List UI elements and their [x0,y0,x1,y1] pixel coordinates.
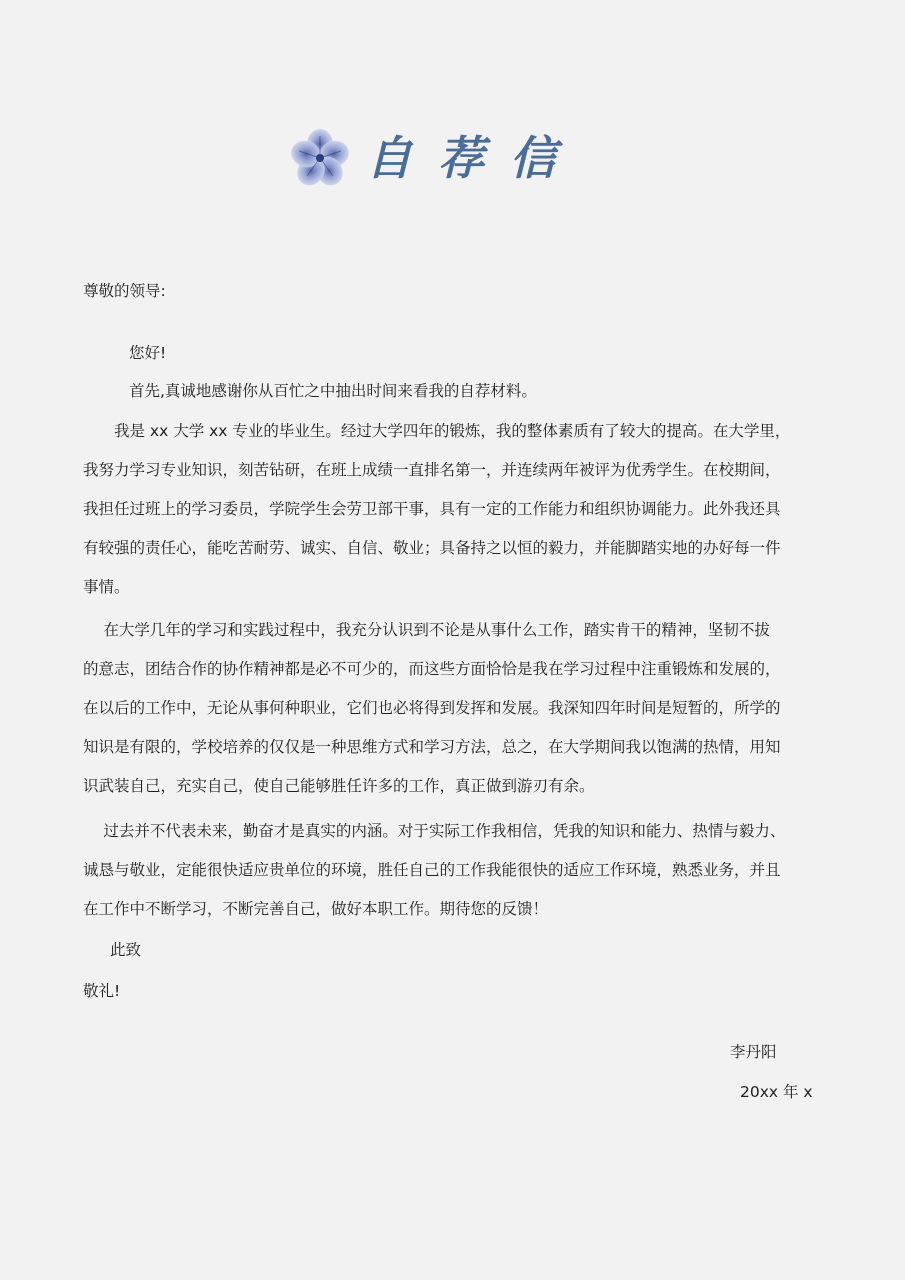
letter-date: 20xx 年 x [740,1083,813,1101]
paragraph-line: 诚恳与敬业，定能很快适应贵单位的环境，胜任自己的工作我能很快的适应工作环境，熟悉业务，并且 [83,861,781,879]
closing: 此致 [110,941,142,959]
flower-icon [288,126,352,190]
paragraph-outlook [83,821,823,938]
regards: 敬礼! [83,982,121,1000]
paragraph-line: 过去并不代表未来，勤奋才是真实的内涵。对于实际工作我相信，凭我的知识和能力、热情与毅力、 [83,822,786,840]
paragraph-line: 的意志，团结合作的协作精神都是必不可少的，而这些方面恰恰是我在学习过程中注重锻炼和发展的， [83,660,781,678]
paragraph-line: 在工作中不断学习，不断完善自己，做好本职工作。期待您的反馈！ [83,900,549,918]
paragraph-line: 我担任过班上的学习委员，学院学生会劳卫部干事，具有一定的工作能力和组织协调能力。此外我还具 [83,500,781,518]
paragraph-line: 我努力学习专业知识，刻苦钻研，在班上成绩一直排名第一，并连续两年被评为优秀学生。在校期间， [83,461,781,479]
letter-title: 自荐信 [366,131,582,185]
paragraph-line: 有较强的责任心，能吃苦耐劳、诚实、自信、敬业；具备持之以恒的毅力，并能脚踏实地的办好每一件 [83,539,781,557]
letter-header [288,118,582,198]
paragraph-education [83,421,823,616]
paragraph-experience [83,620,823,815]
greeting: 您好! [129,344,167,362]
paragraph-line: 我是 xx 大学 xx 专业的毕业生。经过大学四年的锻炼，我的整体素质有了较大的提高。在大学里， [83,422,791,440]
paragraph-line: 事情。 [83,578,130,596]
paragraph-intro: 首先,真诚地感谢你从百忙之中抽出时间来看我的自荐材料。 [129,382,537,400]
paragraph-line: 知识是有限的，学校培养的仅仅是一种思维方式和学习方法，总之，在大学期间我以饱满的热情，用知 [83,738,781,756]
paragraph-line: 在以后的工作中，无论从事何种职业，它们也必将得到发挥和发展。我深知四年时间是短暂的，所学的 [83,699,781,717]
paragraph-line: 在大学几年的学习和实践过程中，我充分认识到不论是从事什么工作，踏实肯干的精神，坚韧不拔 [83,621,770,639]
salutation: 尊敬的领导: [83,282,166,300]
signer-name: 李丹阳 [730,1043,777,1061]
paragraph-line: 识武装自己，充实自己，使自己能够胜任许多的工作，真正做到游刃有余。 [83,777,595,795]
